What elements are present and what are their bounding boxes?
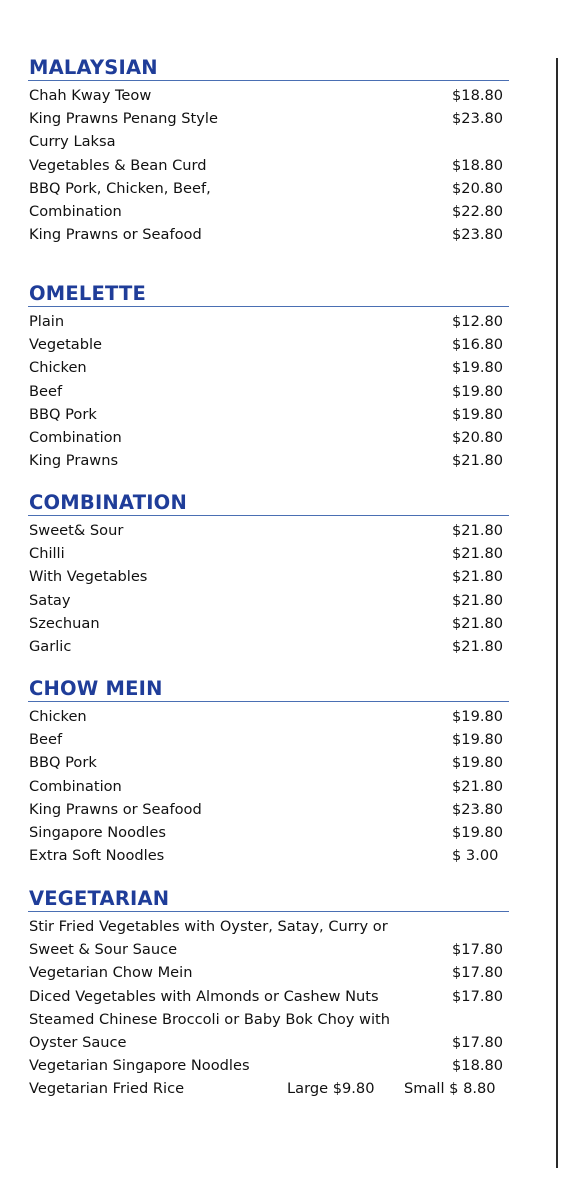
section-divider [28, 515, 509, 516]
item-price: $21.80 [452, 452, 504, 470]
item-name: Combination [29, 777, 122, 795]
item-price: $19.80 [452, 382, 504, 400]
item-price: $22.80 [452, 202, 504, 220]
item-name: Oyster Sauce [29, 1033, 127, 1051]
section-title: VEGETARIAN [29, 887, 170, 910]
item-name: Vegetarian Fried Rice [29, 1080, 185, 1098]
item-price: $21.80 [452, 614, 504, 632]
menu-item [28, 200, 509, 223]
item-name: Chicken [29, 708, 87, 725]
section-malaysian [28, 57, 509, 246]
item-price: $21.80 [452, 522, 504, 539]
section-omelette [28, 283, 509, 472]
menu-item [28, 565, 509, 588]
item-price: $19.80 [452, 405, 504, 423]
item-name: Steamed Chinese Broccoli or Baby Bok Choy with [29, 1010, 390, 1028]
item-name: Chicken [29, 359, 87, 377]
item-name: Vegetarian Chow Mein [29, 964, 193, 982]
item-price: $12.80 [452, 313, 504, 330]
item-price: $20.80 [452, 428, 504, 446]
menu-item [28, 821, 509, 844]
item-price: $17.80 [452, 1033, 504, 1051]
menu-item [28, 403, 509, 426]
menu-item [28, 1008, 509, 1031]
item-name: Beef [29, 731, 63, 749]
menu-item [28, 751, 509, 774]
menu-item [28, 798, 509, 821]
menu-item [28, 1031, 509, 1054]
item-name: King Prawns or Seafood [29, 800, 202, 818]
item-price: $21.80 [452, 637, 504, 655]
section-combination [28, 492, 509, 658]
section-divider [28, 911, 509, 912]
section-title: OMELETTE [29, 282, 147, 305]
item-name: Diced Vegetables with Almonds or Cashew Nuts [29, 987, 379, 1005]
item-name: King Prawns Penang Style [29, 110, 218, 128]
menu-item [28, 380, 509, 403]
item-price: $23.80 [452, 110, 504, 128]
item-price: $18.80 [452, 1057, 504, 1075]
item-price: $21.80 [452, 591, 504, 609]
item-price: $19.80 [452, 731, 504, 749]
item-name: Vegetarian Singapore Noodles [29, 1057, 250, 1075]
menu-item [28, 589, 509, 612]
item-name: King Prawns [29, 452, 119, 470]
menu-item [28, 356, 509, 379]
item-price: $23.80 [452, 800, 504, 818]
item-name: Extra Soft Noodles [29, 847, 165, 865]
item-price: $20.80 [452, 179, 504, 197]
item-name: Szechuan [29, 614, 100, 632]
item-price: $19.80 [452, 823, 504, 841]
menu-item [28, 961, 509, 984]
item-price: $17.80 [452, 964, 504, 982]
menu-item [28, 775, 509, 798]
menu-item [28, 542, 509, 565]
menu-item [28, 84, 509, 107]
item-price: $23.80 [452, 226, 504, 244]
item-name: Curry Laksa [29, 133, 116, 151]
menu-item [28, 1077, 509, 1100]
item-name: With Vegetables [29, 568, 148, 586]
section-divider [28, 80, 509, 81]
section-chow-mein [28, 678, 509, 867]
item-name: Plain [29, 313, 65, 330]
item-name: Combination [29, 202, 122, 220]
item-name: Singapore Noodles [29, 823, 166, 841]
item-name: King Prawns or Seafood [29, 226, 202, 244]
right-border-rule [556, 58, 558, 1168]
item-name: Vegetables & Bean Curd [29, 156, 207, 174]
item-name: Chilli [29, 545, 65, 563]
item-name: Combination [29, 428, 122, 446]
menu-item [28, 107, 509, 130]
menu-item [28, 985, 509, 1008]
item-name: Chah Kway Teow [29, 87, 152, 104]
item-price: $18.80 [452, 156, 504, 174]
menu-item [28, 426, 509, 449]
item-name: Satay [29, 591, 71, 609]
menu-item [28, 915, 509, 938]
item-name: Sweet & Sour Sauce [29, 941, 178, 959]
menu-item [28, 1054, 509, 1077]
item-price: $16.80 [452, 336, 504, 354]
menu-item [28, 728, 509, 751]
item-name: Beef [29, 382, 63, 400]
item-price: $19.80 [452, 708, 504, 725]
menu-item [28, 519, 509, 542]
menu-item [28, 333, 509, 356]
item-price-small: Small $ 8.80 [404, 1080, 496, 1098]
menu-item [28, 705, 509, 728]
item-name: Sweet& Sour [29, 522, 124, 539]
item-price: $17.80 [452, 987, 504, 1005]
section-divider [28, 306, 509, 307]
menu-item [28, 177, 509, 200]
item-price: $ 3.00 [452, 847, 499, 865]
menu-item [28, 844, 509, 867]
menu-item [28, 310, 509, 333]
menu-item [28, 449, 509, 472]
menu-item [28, 635, 509, 658]
section-title: MALAYSIAN [29, 56, 158, 79]
item-price: $17.80 [452, 941, 504, 959]
item-price: $21.80 [452, 545, 504, 563]
item-name: Vegetable [29, 336, 103, 354]
section-vegetarian [28, 888, 509, 1101]
item-name: Stir Fried Vegetables with Oyster, Satay, Curry or [29, 918, 388, 935]
item-price: $21.80 [452, 568, 504, 586]
section-title: CHOW MEIN [29, 677, 163, 700]
menu-item [28, 938, 509, 961]
item-name: BBQ Pork [29, 405, 97, 423]
item-price: $21.80 [452, 777, 504, 795]
section-divider [28, 701, 509, 702]
menu-item [28, 223, 509, 246]
item-name: BBQ Pork, Chicken, Beef, [29, 179, 211, 197]
menu-item [28, 130, 509, 153]
menu-item [28, 612, 509, 635]
item-name: Garlic [29, 637, 72, 655]
item-name: BBQ Pork [29, 754, 97, 772]
item-price: $19.80 [452, 754, 504, 772]
section-title: COMBINATION [29, 491, 187, 514]
item-price: $19.80 [452, 359, 504, 377]
menu-item [28, 154, 509, 177]
item-price-large: Large $9.80 [287, 1080, 375, 1098]
item-price: $18.80 [452, 87, 504, 104]
